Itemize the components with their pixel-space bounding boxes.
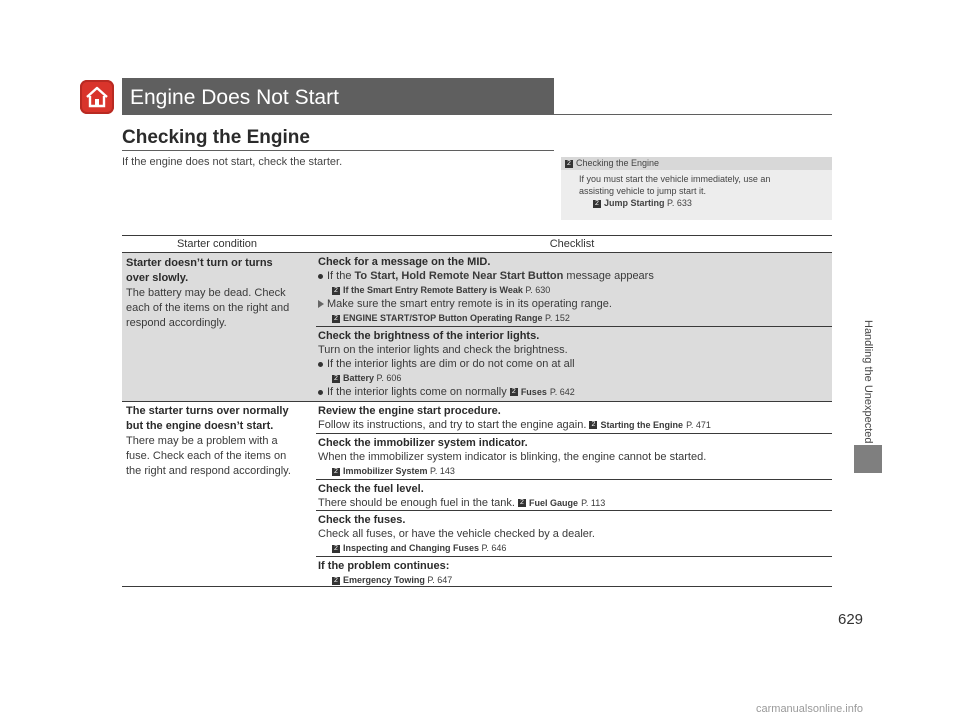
ref-label: ENGINE START/STOP Button Operating Range (343, 313, 543, 323)
checklist-item-start-procedure (318, 404, 830, 432)
bullet-line (318, 357, 830, 371)
side-note-text-1: If you must start the vehicle immediately, use an (579, 174, 771, 184)
row-divider (316, 556, 832, 557)
ref-label[interactable]: Starting the Engine (600, 420, 683, 430)
check-text: Turn on the interior lights and check the brightness. (318, 344, 568, 356)
side-note (561, 157, 832, 220)
ref-label: Jump Starting (604, 198, 665, 208)
check-text: When the immobilizer system indicator is blinking, the engine cannot be started. (318, 451, 707, 463)
condition-text-3: respond accordingly. (126, 317, 227, 329)
condition-text-1: The battery may be dead. Check (126, 287, 286, 299)
ref-arrow-icon: 2 (332, 375, 340, 383)
ref-label[interactable]: Fuses (520, 387, 547, 397)
column-header-condition: Starter condition (176, 238, 258, 250)
check-text: Check all fuses, or have the vehicle checked by a dealer. (318, 528, 595, 540)
page-title: Engine Does Not Start (122, 78, 554, 114)
page-number: 629 (838, 611, 864, 628)
ref-arrow-icon: 2 (332, 468, 340, 476)
chapter-label: Handling the Unexpected (862, 320, 874, 444)
check-heading: Check for a message on the MID. (318, 256, 491, 268)
check-text: Follow its instructions, and try to start the engine again. (318, 419, 587, 431)
check-line (318, 496, 830, 510)
ref-page: P. 143 (430, 466, 455, 476)
bullet-bold: To Start, Hold Remote Near Start Button (354, 270, 564, 282)
ref-arrow-icon: 2 (589, 421, 597, 429)
bullet-text: If the interior lights come on normally (327, 386, 507, 398)
ref-page: P. 646 (481, 543, 507, 553)
condition-text-2: fuse. Check each of the items on (126, 450, 287, 462)
check-heading: Check the immobilizer system indicator. (318, 437, 528, 449)
ref-page: P. 152 (545, 313, 570, 323)
checklist-item-towing (318, 559, 830, 587)
ref-link[interactable] (318, 541, 830, 555)
ref-arrow-icon: 2 (332, 315, 340, 323)
triangle-icon (318, 300, 324, 308)
ref-label[interactable]: Fuel Gauge (528, 498, 578, 508)
bullet-icon (318, 274, 323, 279)
condition-title-1: Starter doesn’t turn or turns (126, 257, 273, 269)
check-text: There should be enough fuel in the tank. (318, 497, 515, 509)
checklist-item-mid (318, 255, 830, 325)
check-heading: Check the fuses. (318, 514, 406, 526)
ref-arrow-icon: 2 (510, 388, 518, 396)
check-line (318, 418, 830, 432)
ref-link[interactable] (318, 283, 830, 297)
ref-arrow-icon: 2 (332, 577, 340, 585)
ref-page: P. 471 (686, 420, 711, 430)
table-top-rule (122, 235, 832, 236)
intro-text: If the engine does not start, check the starter. (122, 156, 343, 168)
bullet-text: If the interior lights are dim or do not come on at all (327, 358, 575, 370)
bullet-line (318, 385, 830, 399)
ref-label: Battery (343, 373, 375, 383)
condition-text-1: There may be a problem with a (126, 435, 278, 447)
bullet-suffix: message appears (563, 270, 654, 282)
ref-label: If the Smart Entry Remote Battery is Weak (343, 285, 523, 295)
title-divider (122, 114, 832, 115)
ref-page: P. 647 (427, 575, 453, 585)
ref-arrow-icon: 2 (518, 499, 526, 507)
side-note-text-2: assisting vehicle to jump start it. (579, 186, 707, 196)
bullet-prefix: If the (327, 270, 355, 282)
home-icon[interactable] (80, 80, 114, 114)
row-divider (316, 510, 832, 511)
table-bottom-rule (122, 586, 832, 587)
ref-label: Immobilizer System (343, 466, 428, 476)
section-title: Checking the Engine (122, 127, 310, 148)
checklist-item-fuses (318, 513, 830, 555)
condition-text-3: the right and respond accordingly. (126, 465, 291, 477)
side-note-heading (561, 157, 832, 170)
row-divider (316, 479, 832, 480)
bullet-icon (318, 390, 323, 395)
ref-link[interactable] (318, 311, 830, 325)
bullet-line (318, 269, 830, 283)
check-heading: Review the engine start procedure. (318, 405, 501, 417)
section-divider (122, 150, 554, 151)
condition-cell (126, 404, 310, 479)
ref-label: Emergency Towing (343, 575, 425, 585)
checklist-item-fuel (318, 482, 830, 510)
side-note-ref-link[interactable] (579, 197, 828, 209)
row-end-rule (122, 401, 832, 402)
ref-page: P. 606 (376, 373, 402, 383)
row-divider (316, 433, 832, 434)
condition-title-2: but the engine doesn’t start. (126, 420, 274, 432)
checklist-item-immobilizer (318, 436, 830, 478)
sub-line (318, 297, 830, 311)
check-heading: Check the brightness of the interior lights. (318, 330, 540, 342)
ref-arrow-icon: 2 (332, 287, 340, 295)
ref-page: P. 633 (667, 198, 692, 208)
ref-page: P. 630 (525, 285, 551, 295)
ref-link[interactable] (318, 464, 830, 478)
ref-page: P. 113 (581, 498, 606, 508)
ref-page: P. 642 (549, 387, 575, 397)
condition-cell (126, 256, 310, 331)
ref-link[interactable] (318, 371, 830, 385)
bullet-icon (318, 362, 323, 367)
sub-text: Make sure the smart entry remote is in its operating range. (327, 298, 612, 310)
check-heading: Check the fuel level. (318, 483, 424, 495)
condition-title-1: The starter turns over normally (126, 405, 289, 417)
ref-arrow-icon: 2 (593, 200, 601, 208)
column-header-checklist: Checklist (549, 238, 595, 250)
note-icon: 2 (565, 160, 573, 168)
ref-arrow-icon: 2 (332, 545, 340, 553)
watermark: carmanualsonline.info (756, 703, 864, 715)
check-heading: If the problem continues: (318, 560, 450, 572)
ref-label: Inspecting and Changing Fuses (343, 543, 480, 553)
row-divider (316, 326, 832, 327)
condition-text-2: each of the items on the right and (126, 302, 290, 314)
condition-title-2: over slowly. (126, 272, 189, 284)
side-note-heading-text: Checking the Engine (576, 158, 660, 168)
checklist-item-lights (318, 329, 830, 399)
ref-link[interactable] (318, 573, 830, 587)
chapter-tab[interactable] (854, 445, 882, 473)
